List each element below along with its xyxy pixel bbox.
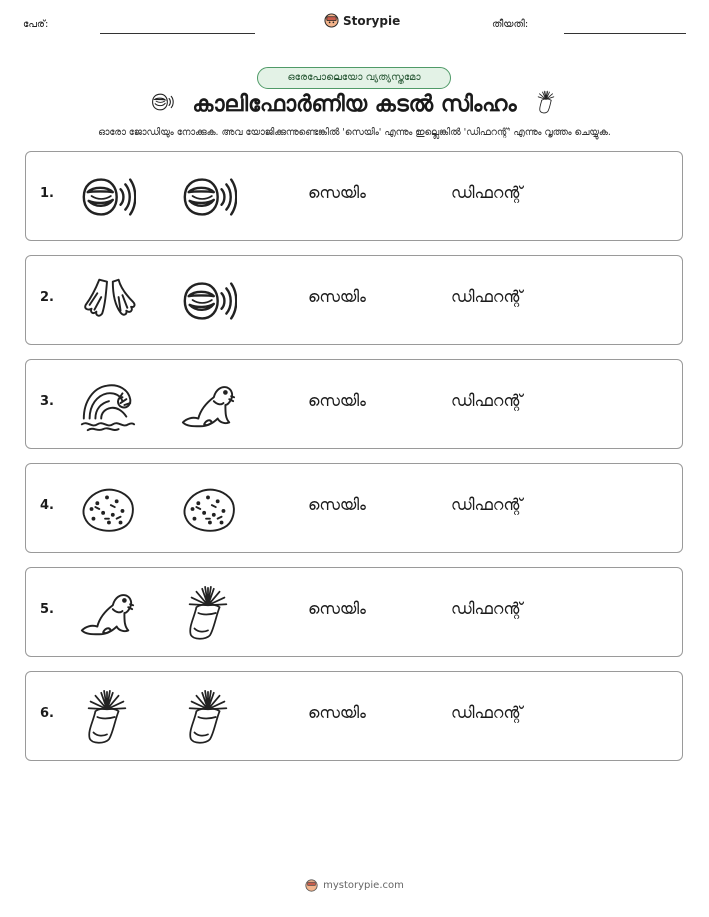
flippers-icon [78,272,136,330]
sea-lion-icon [179,376,237,434]
same-option[interactable]: സെയിം [308,287,366,306]
question-row [25,359,683,449]
mouth-icon [179,168,237,226]
name-label: പേര്: [23,19,49,30]
rock-icon [179,480,237,538]
question-number: 3. [40,394,54,409]
same-option[interactable]: സെയിം [308,391,366,410]
question-row [25,671,683,761]
same-option[interactable]: സെയിം [308,599,366,618]
different-option[interactable]: ഡിഫറന്റ് [451,183,523,202]
question-row [25,255,683,345]
rock-icon [78,480,136,538]
anemone-icon [179,688,237,746]
footer [0,879,709,892]
footer-url[interactable]: mystorypie.com [323,880,404,891]
storypie-logo-icon [305,879,318,892]
anemone-icon [78,688,136,746]
question-number: 6. [40,706,54,721]
page-title: കാലിഫോർണിയ കടൽ സിംഹം [192,91,517,117]
different-option[interactable]: ഡിഫറന്റ് [451,391,523,410]
anemone-icon [533,89,559,119]
question-row [25,463,683,553]
brand-name: Storypie [343,13,401,28]
mouth-icon [179,272,237,330]
question-number: 4. [40,498,54,513]
same-option[interactable]: സെയിം [308,703,366,722]
anemone-icon [179,584,237,642]
mouth-icon [150,89,176,119]
wave-icon [78,376,136,434]
brand-logo [324,13,400,28]
different-option[interactable]: ഡിഫറന്റ് [451,495,523,514]
question-number: 2. [40,290,54,305]
question-row [25,151,683,241]
date-label: തീയതി: [492,19,529,30]
storypie-logo-icon [324,13,339,28]
different-option[interactable]: ഡിഫറന്റ് [451,287,523,306]
date-line[interactable] [564,33,686,34]
title-row [0,89,709,119]
sea-lion-icon [78,584,136,642]
question-row [25,567,683,657]
mouth-icon [78,168,136,226]
same-option[interactable]: സെയിം [308,183,366,202]
name-line[interactable] [100,33,255,34]
question-number: 5. [40,602,54,617]
same-option[interactable]: സെയിം [308,495,366,514]
different-option[interactable]: ഡിഫറന്റ് [451,599,523,618]
different-option[interactable]: ഡിഫറന്റ് [451,703,523,722]
worksheet-type-badge: ഒരേപോലെയോ വ്യത്യസ്തമോ [257,67,451,89]
question-number: 1. [40,186,54,201]
instructions: ഓരോ ജോഡിയും നോക്കുക. അവ യോജിക്കുന്നുണ്ടെങ്കിൽ 'സെയിം' എന്നും ഇല്ലെങ്കിൽ 'ഡിഫറന്റ്' എന്നും വൃത്തം ചെയ്യുക. [98,127,611,138]
